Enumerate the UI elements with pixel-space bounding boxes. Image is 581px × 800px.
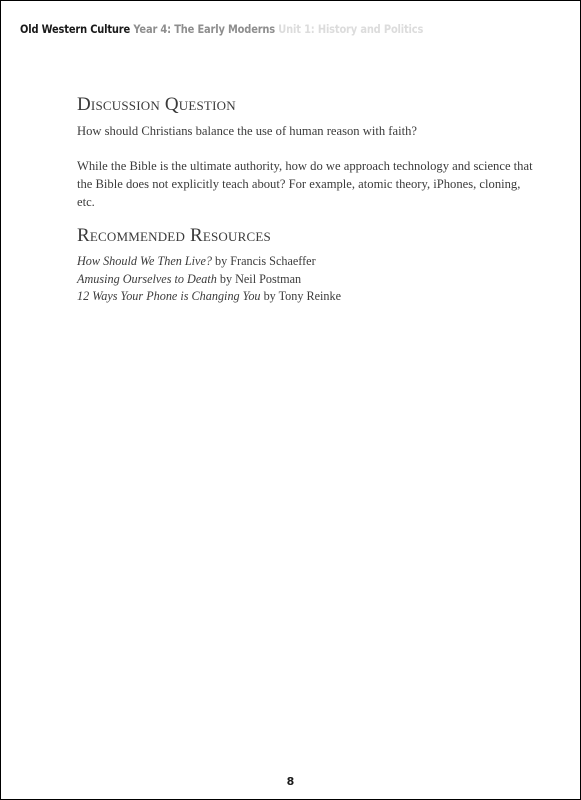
discussion-question: How should Christians balance the use of human reason with faith? xyxy=(77,124,417,138)
resource-title: 12 Ways Your Phone is Changing You xyxy=(77,289,261,303)
resource-author: by Francis Schaeffer xyxy=(211,254,316,268)
running-header xyxy=(20,22,423,36)
resource-item xyxy=(77,288,537,306)
resource-title: How Should We Then Live? xyxy=(77,254,212,268)
resources-section xyxy=(77,225,537,306)
resource-item xyxy=(77,253,537,271)
discussion-section xyxy=(77,94,537,211)
header-unit: Unit 1: History and Politics xyxy=(278,22,424,36)
resource-author: by Tony Reinke xyxy=(260,289,342,303)
discussion-followup: While the Bible is the ultimate authority, how do we approach technology and science that the Bible does not explicitly teach about? For example, atomic theory, iPhones, cloning, etc. xyxy=(77,159,533,209)
resource-item xyxy=(77,271,537,289)
resource-title: Amusing Ourselves to Death xyxy=(77,271,217,286)
page-number: 8 xyxy=(286,775,295,788)
header-series: Old Western Culture xyxy=(20,22,131,36)
discussion-title: Discussion Question xyxy=(77,94,236,115)
header-year: Year 4: The Early Moderns xyxy=(133,22,276,36)
resources-title: Recommended Resources xyxy=(77,225,271,246)
resource-author: by Neil Postman xyxy=(216,271,302,286)
